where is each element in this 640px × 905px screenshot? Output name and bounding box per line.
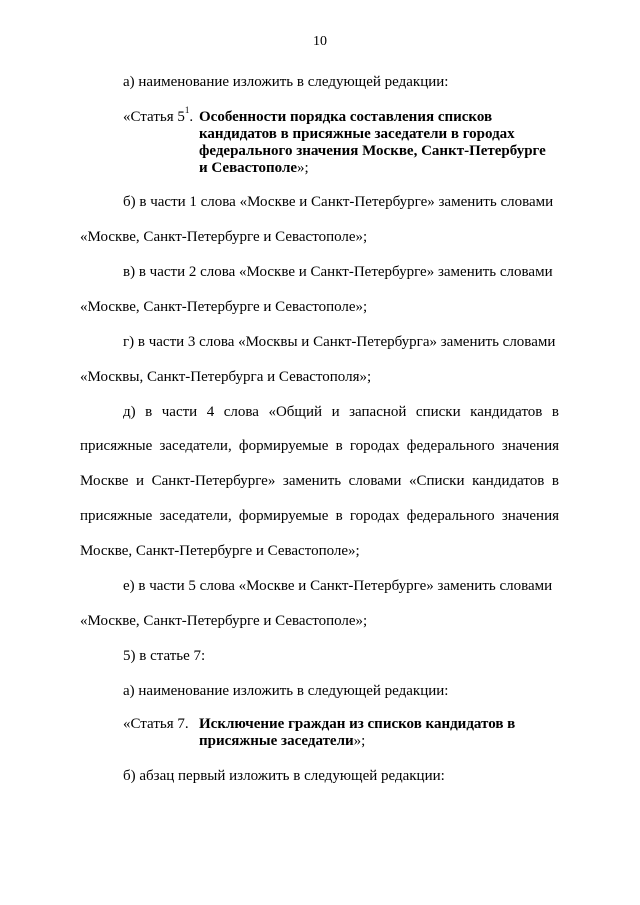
paragraph-v-line-2: «Москве, Санкт-Петербурге и Севастополе»; bbox=[80, 299, 368, 315]
page-number: 10 bbox=[313, 34, 327, 49]
paragraph-v-line-1: в) в части 2 слова «Москве и Санкт-Петербурге» заменить словами bbox=[123, 264, 553, 280]
paragraph-b-article-7: б) абзац первый изложить в следующей редакции: bbox=[123, 768, 445, 784]
paragraph-d-line-3: Москве и Санкт-Петербурге» заменить словами «Списки кандидатов в bbox=[80, 473, 559, 489]
paragraph-e-line-1: е) в части 5 слова «Москве и Санкт-Петербурге» заменить словами bbox=[123, 578, 553, 594]
article-7-title bbox=[199, 716, 515, 750]
paragraph-d-line-2: присяжные заседатели, формируемые в городах федерального значения bbox=[80, 438, 559, 454]
paragraph-g-line-1: г) в части 3 слова «Москвы и Санкт-Петербурга» заменить словами bbox=[123, 334, 556, 350]
article-7-title-line: присяжные заседатели»; bbox=[199, 733, 366, 749]
article-5-title-line: и Севастополе»; bbox=[199, 160, 309, 176]
paragraph-b-line-2: «Москве, Санкт-Петербурге и Севастополе»; bbox=[80, 229, 368, 245]
article-7-heading bbox=[123, 716, 583, 752]
paragraph-a-heading-intro: а) наименование изложить в следующей редакции: bbox=[123, 74, 449, 90]
article-5-title-line: Особенности порядка составления списков bbox=[199, 109, 493, 125]
article-5-superscript: 1 bbox=[184, 105, 190, 115]
paragraph-d-line-5: Москве, Санкт-Петербурге и Севастополе»; bbox=[80, 543, 360, 559]
article-5-title-line: федерального значения Москве, Санкт-Петербурге bbox=[199, 143, 546, 159]
paragraph-5-article-7: 5) в статье 7: bbox=[123, 648, 206, 664]
article-5-title-line: кандидатов в присяжные заседатели в городах bbox=[199, 126, 515, 142]
article-7-prefix: «Статья 7. bbox=[123, 716, 189, 732]
article-5-heading bbox=[123, 105, 583, 179]
paragraph-a-article-7: а) наименование изложить в следующей редакции: bbox=[123, 683, 449, 699]
article-5-prefix: «Статья $5^1$. bbox=[123, 105, 194, 125]
paragraph-g-line-2: «Москвы, Санкт-Петербурга и Севастополя»; bbox=[80, 369, 372, 385]
article-7-title-line: Исключение граждан из списков кандидатов в bbox=[199, 716, 516, 732]
paragraph-b-line-1: б) в части 1 слова «Москве и Санкт-Петербурге» заменить словами bbox=[123, 194, 554, 210]
article-5-title bbox=[199, 109, 546, 177]
paragraph-e-line-2: «Москве, Санкт-Петербурге и Севастополе»; bbox=[80, 613, 368, 629]
paragraph-d-line-1: д) в части 4 слова «Общий и запасной списки кандидатов в bbox=[123, 404, 559, 420]
paragraph-d-line-4: присяжные заседатели, формируемые в городах федерального значения bbox=[80, 508, 559, 524]
